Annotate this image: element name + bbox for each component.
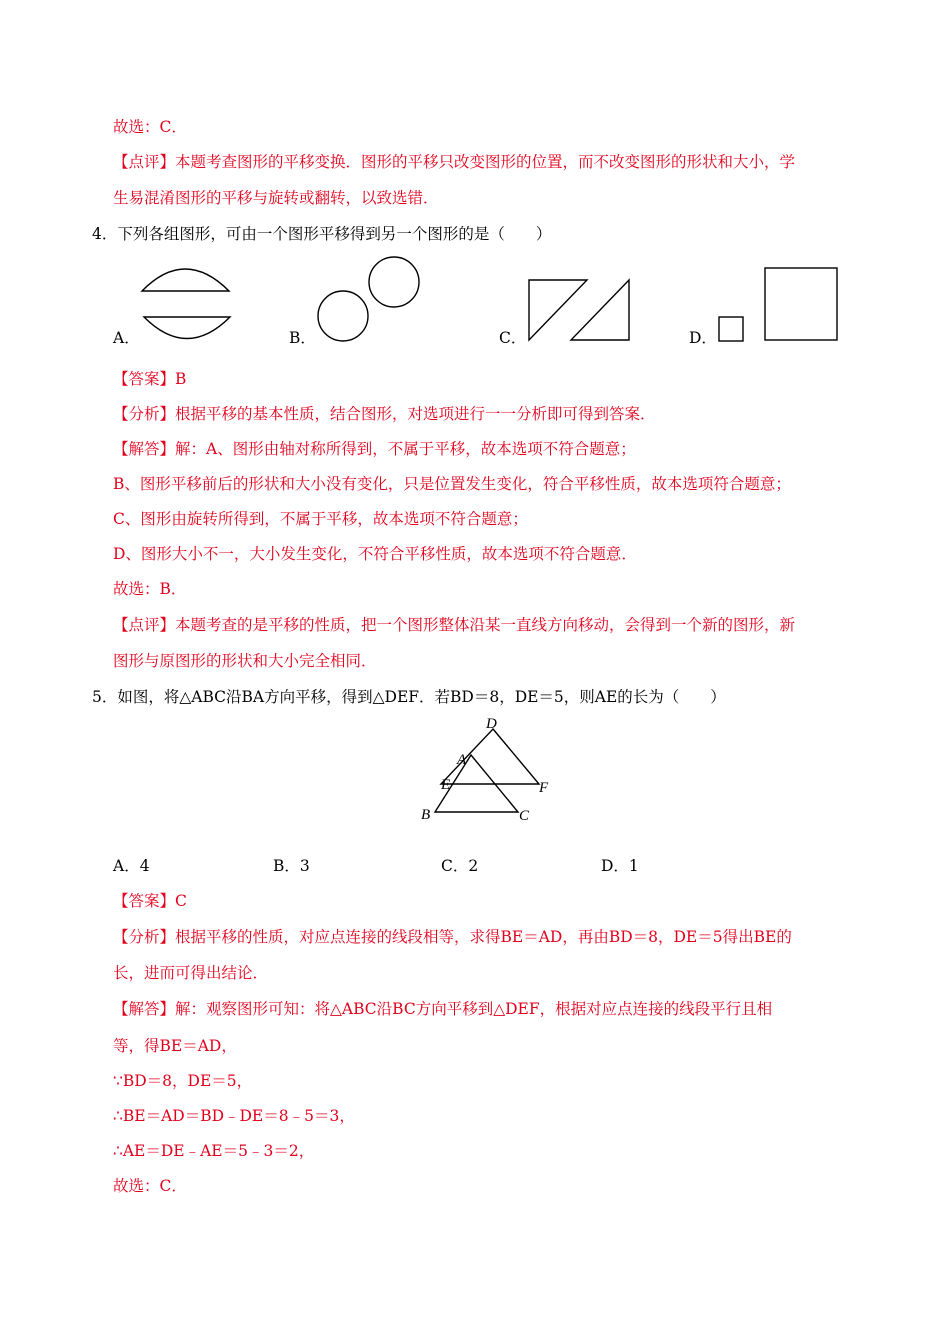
prev-comment-line2: 生易混淆图形的平移与旋转或翻转，以致选错． xyxy=(113,189,439,207)
label-a: A xyxy=(457,752,467,768)
triangle-shape-2 xyxy=(571,280,629,340)
label-c: C xyxy=(519,808,530,824)
q5-step3: ∴AE＝DE﹣AE＝5﹣3＝2， xyxy=(113,1142,315,1160)
q5-solution-line1: 【解答】解：观察图形可知：将△ABC沿BC方向平移到△DEF，根据对应点连接的线段平行且相 xyxy=(113,1000,773,1018)
q4-option-a-label: A． xyxy=(113,329,140,347)
q4-option-c-figure xyxy=(527,278,637,348)
q4-option-c-label: C． xyxy=(499,329,527,347)
q5-step1: ∵BD＝8，DE＝5， xyxy=(113,1072,253,1090)
label-f: F xyxy=(539,780,549,796)
circle-shape-1 xyxy=(318,291,368,341)
q5-option-d: D．1 xyxy=(601,857,639,875)
q4-solution-line2: B、图形平移前后的形状和大小没有变化，只是位置发生变化，符合平移性质，故本选项符合题意； xyxy=(113,475,791,493)
q5-triangle-figure xyxy=(415,712,575,832)
q4-solution-line3: C、图形由旋转所得到，不属于平移，故本选项不符合题意； xyxy=(113,510,528,528)
q4-comment-line2: 图形与原图形的形状和大小完全相同． xyxy=(113,652,377,670)
q5-option-a: A．4 xyxy=(113,857,150,875)
label-b: B xyxy=(421,807,431,823)
q5-solution-line2: 等，得BE＝AD， xyxy=(113,1037,237,1055)
q4-answer: 【答案】B xyxy=(113,370,187,388)
q4-choice: 故选：B． xyxy=(113,580,187,598)
q4-stem: 4．下列各组图形，可由一个图形平移得到另一个图形的是（ ） xyxy=(92,225,552,243)
triangle-shape-1 xyxy=(529,280,587,340)
small-square-shape xyxy=(719,317,743,341)
prev-comment-line1: 【点评】本题考查图形的平移变换．图形的平移只改变图形的位置，而不改变图形的形状和大小，学 xyxy=(113,153,796,171)
q5-option-b: B．3 xyxy=(273,857,310,875)
q4-option-b-label: B． xyxy=(289,329,316,347)
q5-choice: 故选：C． xyxy=(113,1177,187,1195)
upper-arc-shape xyxy=(142,269,229,291)
q5-analysis-line1: 【分析】根据平移的性质，对应点连接的线段相等，求得BE＝AD，再由BD＝8，DE＝5得出BE的 xyxy=(113,928,792,946)
q5-step2: ∴BE＝AD＝BD﹣DE＝8﹣5＝3， xyxy=(113,1107,355,1125)
q5-answer: 【答案】C xyxy=(113,892,187,910)
q5-stem: 5．如图，将△ABC沿BA方向平移，得到△DEF．若BD＝8，DE＝5，则AE的长为（ ） xyxy=(92,688,726,706)
circle-shape-2 xyxy=(369,257,419,307)
q4-comment-line1: 【点评】本题考查的是平移的性质，把一个图形整体沿某一直线方向移动，会得到一个新的图形，新 xyxy=(113,616,796,634)
lower-arc-shape xyxy=(144,317,230,339)
q4-option-d-figure xyxy=(717,266,847,346)
q5-option-c: C．2 xyxy=(441,857,479,875)
q4-option-a-figure xyxy=(140,262,240,342)
triangle-def xyxy=(441,729,539,784)
q4-analysis: 【分析】根据平移的基本性质，结合图形，对选项进行一一分析即可得到答案． xyxy=(113,405,656,423)
q5-analysis-line2: 长，进而可得出结论． xyxy=(113,964,269,982)
label-d: D xyxy=(486,716,497,732)
label-e: E xyxy=(441,777,451,793)
prev-choice: 故选：C． xyxy=(113,118,187,136)
q4-option-b-figure xyxy=(316,256,426,346)
q4-solution-line1: 【解答】解：A、图形由轴对称所得到，不属于平移，故本选项不符合题意； xyxy=(113,440,636,458)
q4-solution-line4: D、图形大小不一，大小发生变化，不符合平移性质，故本选项不符合题意． xyxy=(113,545,637,563)
q4-option-d-label: D． xyxy=(689,329,717,347)
large-square-shape xyxy=(765,268,837,340)
